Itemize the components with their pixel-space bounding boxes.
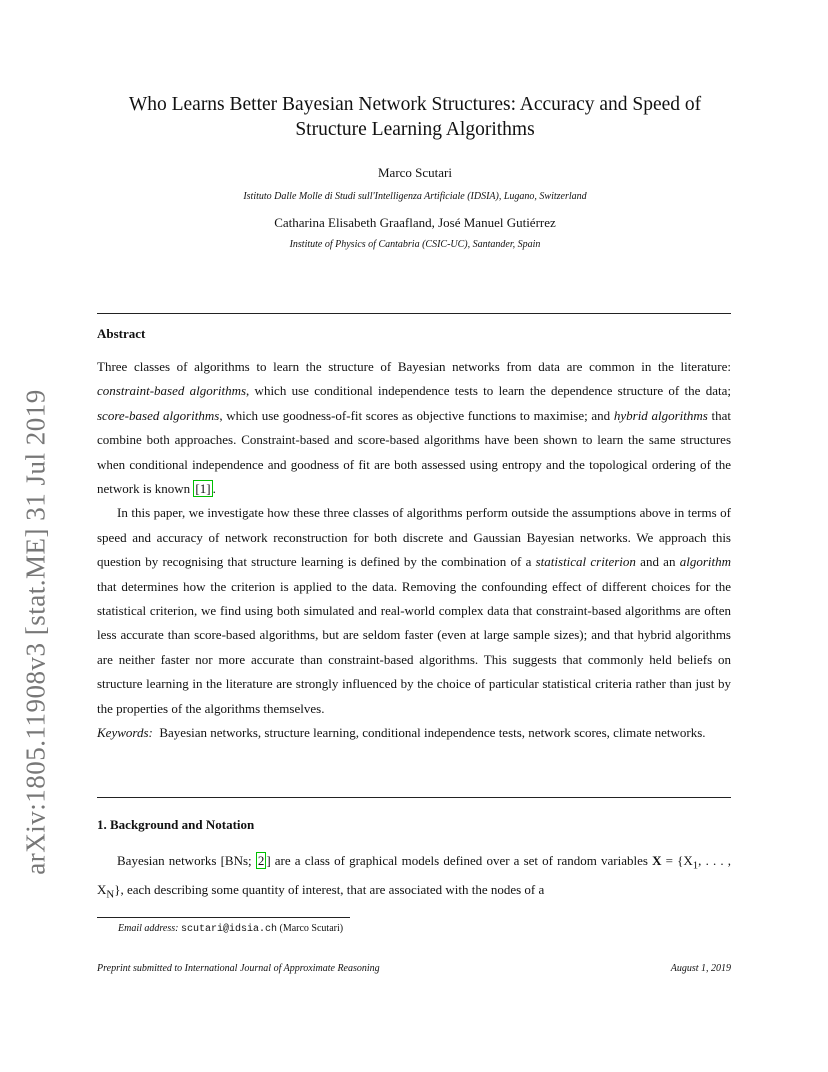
- citation-link-1[interactable]: [1]: [195, 481, 211, 497]
- text-run: , . . . , X: [97, 853, 732, 897]
- text-run: In this paper, we investigate how these three classes of algorithms perform outside the assumptions above in terms of speed and accuracy of network reconstruction for both discrete and Gaussian Bayesian networks. We approach this question by recognising that structure learning is defined by the combination of a: [97, 505, 731, 570]
- abstract-paragraph-1: [97, 355, 731, 501]
- emphasis-statistical-criterion: statistical criterion: [535, 554, 636, 570]
- text-run: .: [212, 481, 216, 497]
- emphasis-hybrid: hybrid algorithms: [613, 407, 708, 423]
- citation-link-2[interactable]: 2: [257, 853, 265, 868]
- abstract-body: [97, 355, 731, 746]
- section-1-paragraph: [97, 849, 731, 907]
- abstract-heading: Abstract: [97, 326, 146, 341]
- footnote-name: (Marco Scutari): [279, 923, 344, 934]
- top-rule: [97, 313, 731, 314]
- bottom-rule: [97, 797, 731, 798]
- section-1-heading: 1. Background and Notation: [97, 817, 255, 832]
- text-run: that determines how the criterion is applied to the data. Removing the confounding effect of different choices for the statistical criterion, we find using both simulated and real-world complex data that constraint-based algorithms are often less accurate than score-based algorithms, but are seldom faster (even at large sample sizes); and that hybrid algorithms are neither faster nor more accurate than constraint-based algorithms. This suggests that commonly held beliefs on structure learning in the literature are strongly influenced by the choice of particular statistical criteria rather than just by the properties of the algorithms themselves.: [97, 578, 731, 716]
- text-run: Three classes of algorithms to learn the structure of Bayesian networks from data are common in the literature:: [97, 359, 731, 374]
- emphasis-constraint-based: constraint-based algorithms: [97, 383, 247, 399]
- title-line-1: Who Learns Better Bayesian Network Structures: Accuracy and Speed of: [128, 94, 702, 115]
- affiliation-1: Istituto Dalle Molle di Studi sull'Intelligenza Artificiale (IDSIA), Lugano, Switzerland: [243, 191, 587, 202]
- paper-title: [90, 92, 740, 142]
- page-footer: [97, 963, 731, 974]
- subscript-1: 1: [692, 859, 699, 872]
- arxiv-stamp-text: arXiv:1805.11908v3 [stat.ME] 31 Jul 2019: [20, 389, 51, 875]
- footnote-label: Email address:: [118, 923, 179, 934]
- emphasis-score-based: score-based algorithms: [97, 407, 220, 423]
- text-run: and an: [635, 554, 680, 570]
- keywords-label: Keywords:: [97, 725, 153, 741]
- emphasis-algorithm: algorithm: [679, 554, 731, 570]
- math-bold-x: X: [652, 853, 662, 868]
- text-run: = {X: [661, 853, 693, 868]
- text-run: that combine both approaches. Constraint-based and score-based algorithms have been shown to learn the same structures when conditional independence and goodness of fit are both assessed using entropy and the topological ordering of the network is known: [97, 407, 731, 497]
- subscript-n: N: [106, 888, 115, 901]
- text-run: , which use conditional independence tests to learn the dependence structure of the data;: [246, 383, 731, 399]
- affiliation-2: Institute of Physics of Cantabria (CSIC-UC), Santander, Spain: [289, 239, 541, 250]
- title-line-2: Structure Learning Algorithms: [295, 119, 535, 140]
- text-run: Bayesian networks [BNs;: [117, 853, 256, 868]
- author-2: Catharina Elisabeth Graafland, José Manuel Gutiérrez: [274, 215, 556, 230]
- text-run: }, each describing some quantity of interest, that are associated with the nodes of a: [114, 882, 545, 897]
- footer-journal: Preprint submitted to International Journal of Approximate Reasoning: [97, 963, 380, 974]
- keywords: [97, 721, 731, 745]
- footnote-email[interactable]: scutari@idsia.ch: [180, 924, 277, 935]
- keywords-text: Bayesian networks, structure learning, conditional independence tests, network scores, climate networks.: [159, 725, 706, 741]
- footnote-rule: [97, 917, 350, 918]
- footer-date: August 1, 2019: [670, 963, 731, 974]
- text-run: , which use goodness-of-fit scores as objective functions to maximise; and: [219, 407, 614, 423]
- text-run: ] are a class of graphical models defined over a set of random variables: [266, 853, 653, 868]
- author-1: Marco Scutari: [377, 165, 452, 180]
- abstract-paragraph-2: [97, 501, 731, 721]
- footnote: [118, 923, 343, 935]
